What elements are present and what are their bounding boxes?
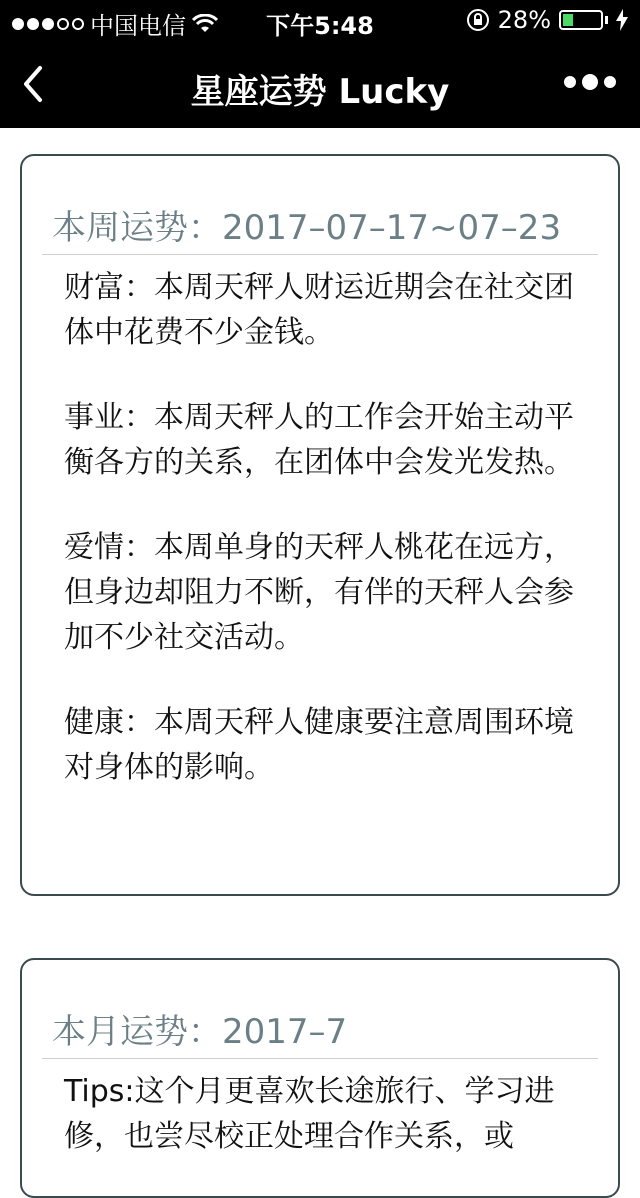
charging-bolt-icon xyxy=(616,9,628,31)
battery-icon xyxy=(559,10,603,30)
weekly-fortune-card xyxy=(20,154,620,896)
monthly-fortune-title: 本月运势：2017–7 xyxy=(42,1010,598,1059)
nav-bar xyxy=(0,40,640,128)
battery-tip xyxy=(605,16,608,24)
more-button[interactable] xyxy=(564,74,616,90)
health-paragraph: 健康：本周天秤人健康要注意周围环境对身体的影响。 xyxy=(64,705,574,785)
more-dot xyxy=(582,74,598,90)
more-dots-icon xyxy=(564,76,576,88)
wealth-paragraph: 财富：本周天秤人财运近期会在社交团体中花费不少金钱。 xyxy=(64,270,574,350)
battery-percent: 28% xyxy=(497,6,551,34)
monthly-fortune-card xyxy=(20,958,620,1198)
love-paragraph: 爱情：本周单身的天秤人桃花在远方，但身边却阻力不断，有伴的天秤人会参加不少社交活动。 xyxy=(64,530,574,655)
orientation-lock-icon xyxy=(466,8,490,32)
status-time: 下午5:48 xyxy=(266,12,374,40)
page-title: 星座运势 Lucky xyxy=(190,72,450,112)
weekly-fortune-body xyxy=(22,255,618,790)
carrier-label: 中国电信 xyxy=(90,12,186,40)
weekly-fortune-title: 本周运势：2017–07–17~07–23 xyxy=(42,206,598,255)
monthly-fortune-body xyxy=(22,1059,618,1159)
more-dot xyxy=(604,76,616,88)
tips-paragraph: Tips:这个月更喜欢长途旅行、学习进修，也尝尽校正处理合作关系，或 xyxy=(64,1074,555,1154)
status-bar xyxy=(0,0,640,40)
status-right xyxy=(466,6,628,34)
career-paragraph: 事业：本周天秤人的工作会开始主动平衡各方的关系，在团体中会发光发热。 xyxy=(64,400,574,480)
